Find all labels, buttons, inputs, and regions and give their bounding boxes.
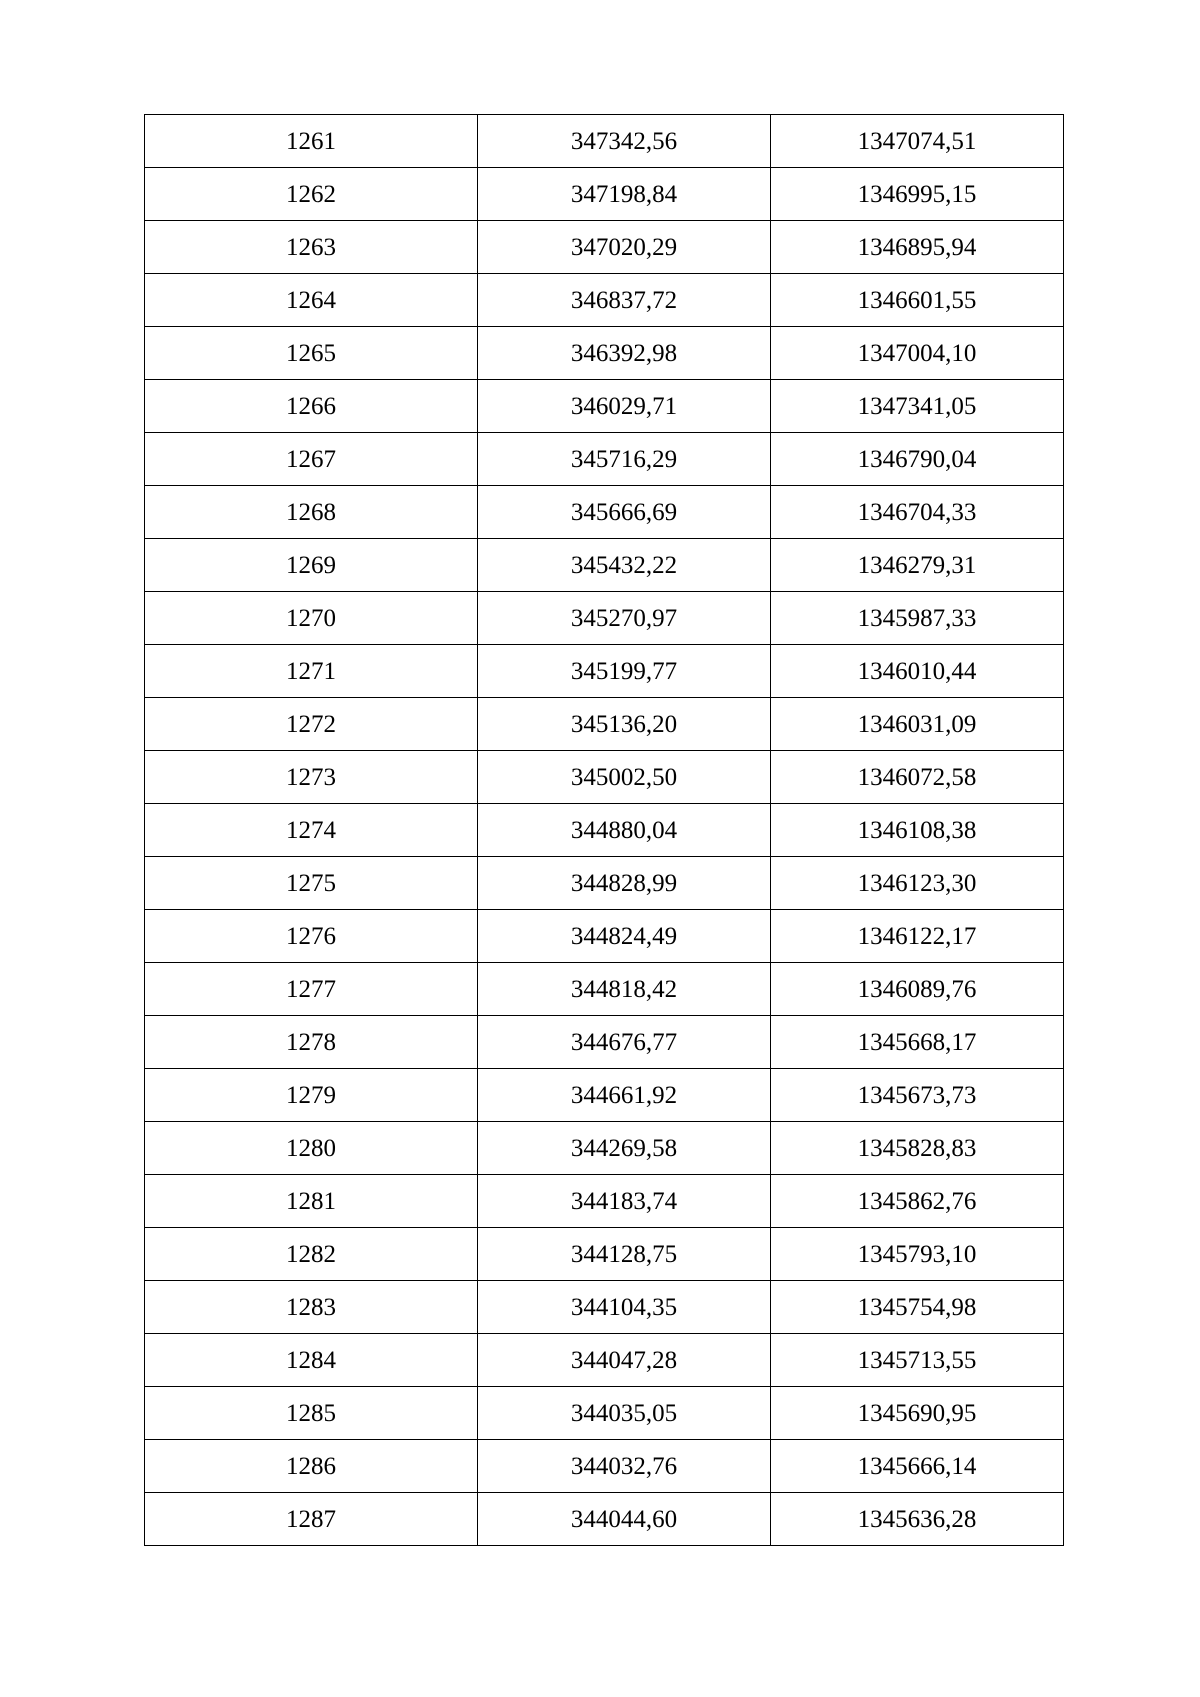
point-number-cell: 1284 <box>145 1334 478 1387</box>
x-coordinate-cell: 344183,74 <box>478 1175 771 1228</box>
point-number-cell: 1280 <box>145 1122 478 1175</box>
x-coordinate-cell: 345002,50 <box>478 751 771 804</box>
y-coordinate-cell: 1346279,31 <box>771 539 1064 592</box>
table-row <box>145 1016 1064 1069</box>
table-row <box>145 1334 1064 1387</box>
point-number-cell: 1267 <box>145 433 478 486</box>
table-row <box>145 645 1064 698</box>
y-coordinate-cell: 1346995,15 <box>771 168 1064 221</box>
table-row <box>145 963 1064 1016</box>
y-coordinate-cell: 1345690,95 <box>771 1387 1064 1440</box>
table-row <box>145 221 1064 274</box>
point-number-cell: 1261 <box>145 115 478 168</box>
x-coordinate-cell: 344818,42 <box>478 963 771 1016</box>
y-coordinate-cell: 1346089,76 <box>771 963 1064 1016</box>
table-row <box>145 168 1064 221</box>
y-coordinate-cell: 1346895,94 <box>771 221 1064 274</box>
x-coordinate-cell: 347198,84 <box>478 168 771 221</box>
table-row <box>145 592 1064 645</box>
coordinates-table-body <box>145 115 1064 1546</box>
point-number-cell: 1283 <box>145 1281 478 1334</box>
point-number-cell: 1262 <box>145 168 478 221</box>
table-row <box>145 433 1064 486</box>
x-coordinate-cell: 344128,75 <box>478 1228 771 1281</box>
x-coordinate-cell: 344104,35 <box>478 1281 771 1334</box>
table-row <box>145 1493 1064 1546</box>
point-number-cell: 1279 <box>145 1069 478 1122</box>
y-coordinate-cell: 1345713,55 <box>771 1334 1064 1387</box>
table-row <box>145 1228 1064 1281</box>
point-number-cell: 1286 <box>145 1440 478 1493</box>
table-row <box>145 910 1064 963</box>
y-coordinate-cell: 1347004,10 <box>771 327 1064 380</box>
table-row <box>145 274 1064 327</box>
y-coordinate-cell: 1346072,58 <box>771 751 1064 804</box>
point-number-cell: 1263 <box>145 221 478 274</box>
table-row <box>145 1387 1064 1440</box>
x-coordinate-cell: 344676,77 <box>478 1016 771 1069</box>
y-coordinate-cell: 1346790,04 <box>771 433 1064 486</box>
x-coordinate-cell: 344880,04 <box>478 804 771 857</box>
point-number-cell: 1274 <box>145 804 478 857</box>
table-row <box>145 380 1064 433</box>
point-number-cell: 1264 <box>145 274 478 327</box>
x-coordinate-cell: 346837,72 <box>478 274 771 327</box>
x-coordinate-cell: 344044,60 <box>478 1493 771 1546</box>
point-number-cell: 1275 <box>145 857 478 910</box>
coordinates-table <box>144 114 1064 1546</box>
x-coordinate-cell: 345432,22 <box>478 539 771 592</box>
point-number-cell: 1268 <box>145 486 478 539</box>
x-coordinate-cell: 344047,28 <box>478 1334 771 1387</box>
y-coordinate-cell: 1345828,83 <box>771 1122 1064 1175</box>
point-number-cell: 1277 <box>145 963 478 1016</box>
x-coordinate-cell: 344269,58 <box>478 1122 771 1175</box>
table-row <box>145 1440 1064 1493</box>
y-coordinate-cell: 1347074,51 <box>771 115 1064 168</box>
x-coordinate-cell: 344035,05 <box>478 1387 771 1440</box>
table-row <box>145 751 1064 804</box>
x-coordinate-cell: 344032,76 <box>478 1440 771 1493</box>
point-number-cell: 1272 <box>145 698 478 751</box>
y-coordinate-cell: 1346123,30 <box>771 857 1064 910</box>
table-row <box>145 804 1064 857</box>
x-coordinate-cell: 344828,99 <box>478 857 771 910</box>
x-coordinate-cell: 344661,92 <box>478 1069 771 1122</box>
x-coordinate-cell: 345716,29 <box>478 433 771 486</box>
y-coordinate-cell: 1345636,28 <box>771 1493 1064 1546</box>
table-row <box>145 698 1064 751</box>
y-coordinate-cell: 1345793,10 <box>771 1228 1064 1281</box>
table-row <box>145 539 1064 592</box>
x-coordinate-cell: 344824,49 <box>478 910 771 963</box>
x-coordinate-cell: 345666,69 <box>478 486 771 539</box>
table-row <box>145 486 1064 539</box>
point-number-cell: 1282 <box>145 1228 478 1281</box>
y-coordinate-cell: 1346010,44 <box>771 645 1064 698</box>
point-number-cell: 1278 <box>145 1016 478 1069</box>
table-row <box>145 115 1064 168</box>
point-number-cell: 1266 <box>145 380 478 433</box>
x-coordinate-cell: 345199,77 <box>478 645 771 698</box>
y-coordinate-cell: 1345754,98 <box>771 1281 1064 1334</box>
table-row <box>145 1281 1064 1334</box>
table-row <box>145 1122 1064 1175</box>
point-number-cell: 1265 <box>145 327 478 380</box>
point-number-cell: 1285 <box>145 1387 478 1440</box>
y-coordinate-cell: 1345668,17 <box>771 1016 1064 1069</box>
y-coordinate-cell: 1346122,17 <box>771 910 1064 963</box>
x-coordinate-cell: 346029,71 <box>478 380 771 433</box>
point-number-cell: 1273 <box>145 751 478 804</box>
point-number-cell: 1269 <box>145 539 478 592</box>
y-coordinate-cell: 1346108,38 <box>771 804 1064 857</box>
y-coordinate-cell: 1346704,33 <box>771 486 1064 539</box>
x-coordinate-cell: 347342,56 <box>478 115 771 168</box>
point-number-cell: 1287 <box>145 1493 478 1546</box>
y-coordinate-cell: 1346601,55 <box>771 274 1064 327</box>
table-row <box>145 1069 1064 1122</box>
y-coordinate-cell: 1345666,14 <box>771 1440 1064 1493</box>
point-number-cell: 1276 <box>145 910 478 963</box>
x-coordinate-cell: 346392,98 <box>478 327 771 380</box>
table-row <box>145 1175 1064 1228</box>
y-coordinate-cell: 1345673,73 <box>771 1069 1064 1122</box>
x-coordinate-cell: 345136,20 <box>478 698 771 751</box>
point-number-cell: 1271 <box>145 645 478 698</box>
table-row <box>145 857 1064 910</box>
x-coordinate-cell: 347020,29 <box>478 221 771 274</box>
table-row <box>145 327 1064 380</box>
y-coordinate-cell: 1347341,05 <box>771 380 1064 433</box>
y-coordinate-cell: 1346031,09 <box>771 698 1064 751</box>
point-number-cell: 1281 <box>145 1175 478 1228</box>
x-coordinate-cell: 345270,97 <box>478 592 771 645</box>
point-number-cell: 1270 <box>145 592 478 645</box>
y-coordinate-cell: 1345987,33 <box>771 592 1064 645</box>
y-coordinate-cell: 1345862,76 <box>771 1175 1064 1228</box>
